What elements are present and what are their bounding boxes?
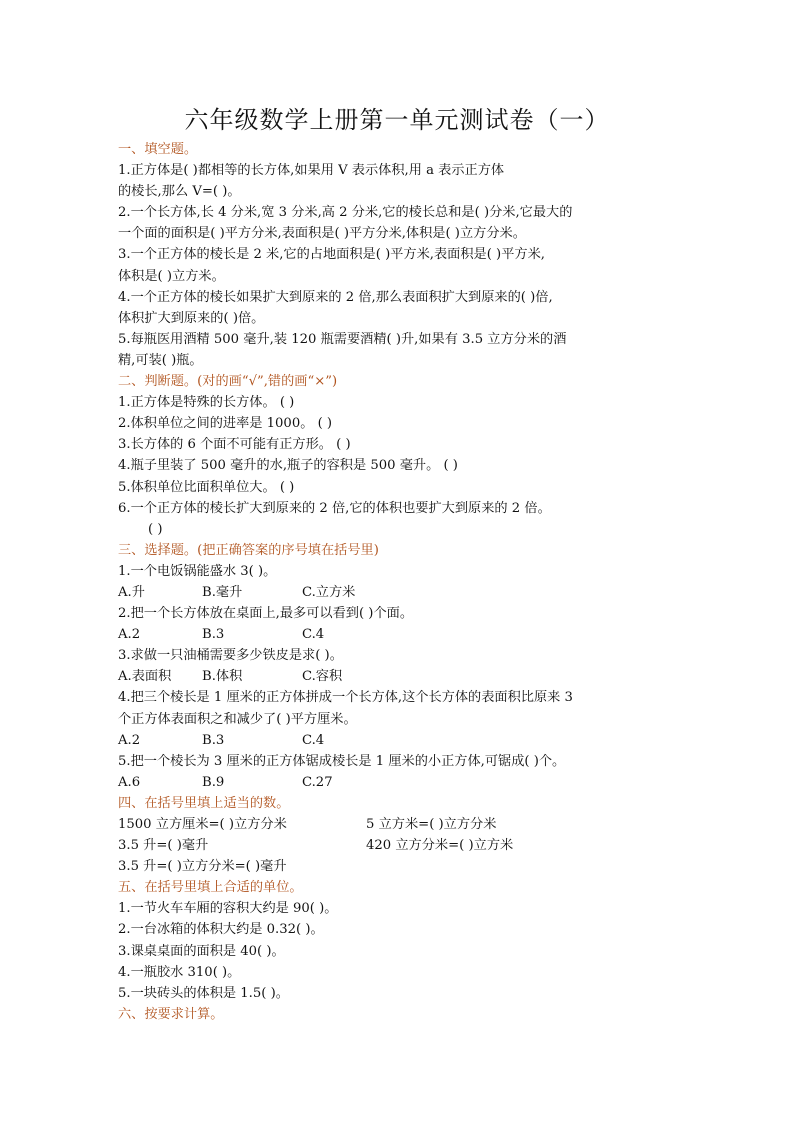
section-heading-true-false: 二、判断题。(对的画“√”,错的画“×”): [118, 374, 338, 390]
question-line: 1.正方体是( )都相等的长方体,如果用 V 表示体积,用 a 表示正方体: [118, 163, 505, 179]
option-b: B.毫升: [202, 584, 243, 600]
option-c: C.27: [302, 774, 333, 790]
question-line: 4.一个正方体的棱长如果扩大到原来的 2 倍,那么表面积扩大到原来的( )倍,: [118, 289, 553, 305]
question-line: 2.体积单位之间的进率是 1000。 ( ): [118, 416, 333, 432]
conversion-item: 3.5 升=( )毫升: [118, 838, 209, 854]
question-line: 3.课桌桌面的面积是 40( )。: [118, 943, 285, 959]
section-heading-calculate: 六、按要求计算。: [118, 1006, 224, 1022]
choice-options: [118, 624, 688, 645]
section-heading-multiple-choice: 三、选择题。(把正确答案的序号填在括号里): [118, 542, 379, 558]
option-a: A.表面积: [118, 669, 172, 685]
choice-options: [118, 772, 688, 793]
choice-options: [118, 730, 688, 751]
option-a: A.2: [118, 627, 141, 643]
question-line: 1.一节火车车厢的容积大约是 90( )。: [118, 901, 338, 917]
test-content: [118, 139, 688, 1025]
question-line: 4.一瓶胶水 310( )。: [118, 964, 241, 980]
section-heading-fill-blank: 一、填空题。: [118, 142, 198, 157]
question-line: 5.一块砖头的体积是 1.5( )。: [118, 985, 289, 1001]
question-line: 2.一个长方体,长 4 分米,宽 3 分米,高 2 分米,它的棱长总和是( )分米,它最大的: [118, 205, 573, 221]
option-a: A.6: [118, 774, 141, 790]
question-line: 4.瓶子里装了 500 毫升的水,瓶子的容积是 500 毫升。 ( ): [118, 458, 458, 474]
option-c: C.立方米: [302, 584, 356, 600]
choice-options: [118, 666, 688, 687]
question-line: 3.长方体的 6 个面不可能有正方形。 ( ): [118, 437, 351, 453]
question-line: 精,可装( )瓶。: [118, 352, 203, 368]
option-c: C.4: [302, 732, 325, 748]
question-line: 5.体积单位比面积单位大。 ( ): [118, 479, 295, 495]
conversion-item: 5 立方米=( )立方分米: [366, 817, 497, 832]
option-b: B.3: [202, 732, 225, 748]
question-line: 5.把一个棱长为 3 厘米的正方体锯成棱长是 1 厘米的小正方体,可锯成( )个。: [118, 753, 566, 769]
option-a: A.2: [118, 732, 141, 748]
question-line: 1.一个电饭锅能盛水 3( )。: [118, 563, 277, 579]
conversion-item: 1500 立方厘米=( )立方分米: [118, 817, 287, 832]
page-title: 六年级数学上册第一单元测试卷（一）: [184, 106, 610, 134]
option-a: A.升: [118, 584, 145, 600]
question-line: 6.一个正方体的棱长扩大到原来的 2 倍,它的体积也要扩大到原来的 2 倍。: [118, 500, 551, 516]
section-heading-fill-unit: 五、在括号里填上合适的单位。: [118, 880, 303, 896]
question-line: 体积是( )立方米。: [118, 268, 225, 284]
conversion-row: 3.5 升=( )立方分米=( )毫升: [118, 859, 287, 875]
question-line: 4.把三个棱长是 1 厘米的正方体拼成一个长方体,这个长方体的表面积比原来 3: [118, 690, 573, 706]
question-line: 3.一个正方体的棱长是 2 米,它的占地面积是( )平方米,表面积是( )平方米,: [118, 247, 545, 263]
option-b: B.体积: [202, 669, 243, 685]
question-line: 3.求做一只油桶需要多少铁皮是求( )。: [118, 648, 343, 664]
question-line: 2.把一个长方体放在桌面上,最多可以看到( )个面。: [118, 606, 414, 622]
conversion-row: [118, 814, 688, 835]
question-line: 2.一台冰箱的体积大约是 0.32( )。: [118, 922, 324, 938]
conversion-row: [118, 835, 688, 856]
option-c: C.4: [302, 627, 325, 643]
option-b: B.3: [202, 627, 225, 643]
conversion-item: 420 立方分米=( )立方米: [366, 838, 514, 854]
answer-bracket: ( ): [148, 521, 163, 537]
question-line: 体积扩大到原来的( )倍。: [118, 310, 265, 326]
question-line: 一个面的面积是( )平方分米,表面积是( )平方分米,体积是( )立方分米。: [118, 226, 526, 242]
option-b: B.9: [202, 774, 225, 790]
question-line: 5.每瓶医用酒精 500 毫升,装 120 瓶需要酒精( )升,如果有 3.5 立方分米的酒: [118, 331, 567, 347]
section-heading-fill-number: 四、在括号里填上适当的数。: [118, 795, 290, 811]
question-line: 个正方体表面积之和减少了( )平方厘米。: [118, 711, 357, 727]
option-c: C.容积: [302, 669, 343, 685]
question-line: 1.正方体是特殊的长方体。 ( ): [118, 395, 295, 411]
choice-options: [118, 582, 688, 603]
question-line: 的棱长,那么 V=( )。: [118, 184, 241, 200]
